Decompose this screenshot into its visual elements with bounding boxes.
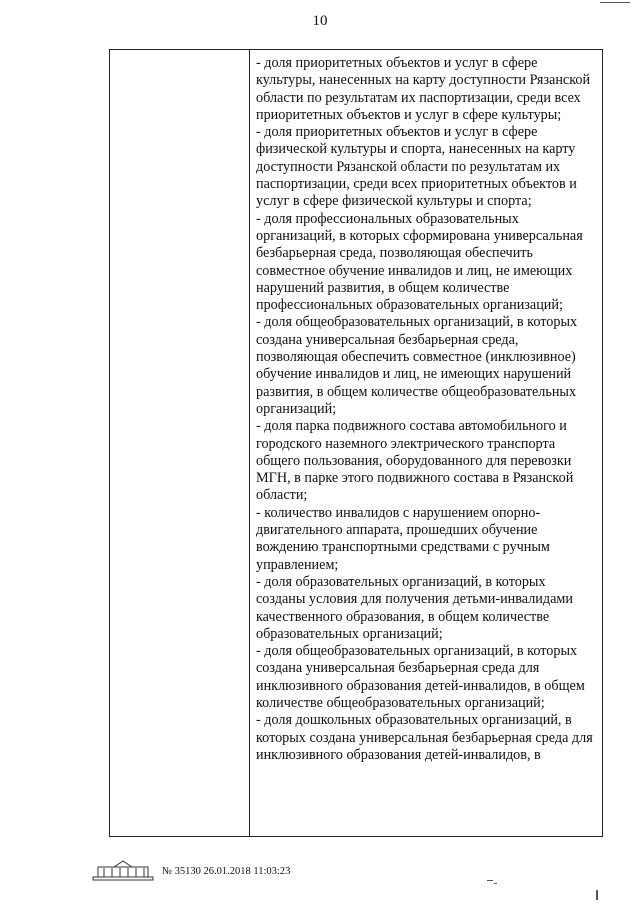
list-item: - доля приоритетных объектов и услуг в сфере физической культуры и спорта, нанесенных на карту доступности Рязанской области по результатам их паспортизации, среди всех приоритетных объектов и услуг в сфере физической культуры и спорта; [256, 124, 577, 210]
scan-artifact [600, 2, 630, 3]
list-item: - доля общеобразовательных организаций, в которых создана универсальная безбарьерная среда для инклюзивного образования детей-инвалидов, в общем количестве общеобразовательных организаций; [256, 643, 585, 711]
table-left-column [110, 50, 250, 836]
list-item: - доля профессиональных образовательных организаций, в которых сформирована универсальная безбарьерная среда, позволяющая обеспечить совместное обучение инвалидов и лиц, не имеющих нарушений развития, в общем количестве профессиональных образовательных организаций; [256, 210, 583, 314]
list-item: - количество инвалидов с нарушением опорно-двигательного аппарата, прошедших обучение вождению транспортными средствами с ручным управлением; [256, 504, 550, 573]
list-item: - доля приоритетных объектов и услуг в сфере культуры, нанесенных на карту доступности Рязанской области по результатам их паспортизации, среди всех приоритетных объектов и услуг в сфере культуры; [256, 55, 591, 123]
scan-artifact [596, 890, 598, 900]
government-building-icon [92, 860, 154, 882]
scan-artifact [487, 880, 493, 881]
registration-stamp: № 35130 26.01.2018 11:03:23 [162, 865, 291, 877]
list-item: - доля дошкольных образовательных организаций, в которых создана универсальная безбарьерная среда для инклюзивного образования детей-инвалидов, в [256, 712, 593, 763]
page-number: 10 [312, 13, 328, 29]
list-item: - доля образовательных организаций, в которых созданы условия для получения детьми-инвалидами качественного образования, в общем количестве образовательных организаций; [256, 573, 573, 642]
indicators-table [109, 49, 603, 837]
list-item: - доля общеобразовательных организаций, в которых создана универсальная безбарьерная среда, позволяющая обеспечить совместное (инклюзивное) обучение инвалидов и лиц, не имеющих нарушений развития, в общем количестве общеобразовательных организаций; [256, 314, 578, 417]
scan-artifact [494, 883, 497, 884]
list-item: - доля парка подвижного состава автомобильного и городского наземного электрического транспорта общего пользования, оборудованного для перевозки МГН, в парке этого подвижного состава в Рязанской области; [256, 418, 574, 504]
table-right-column [250, 50, 602, 836]
footer [92, 860, 290, 882]
